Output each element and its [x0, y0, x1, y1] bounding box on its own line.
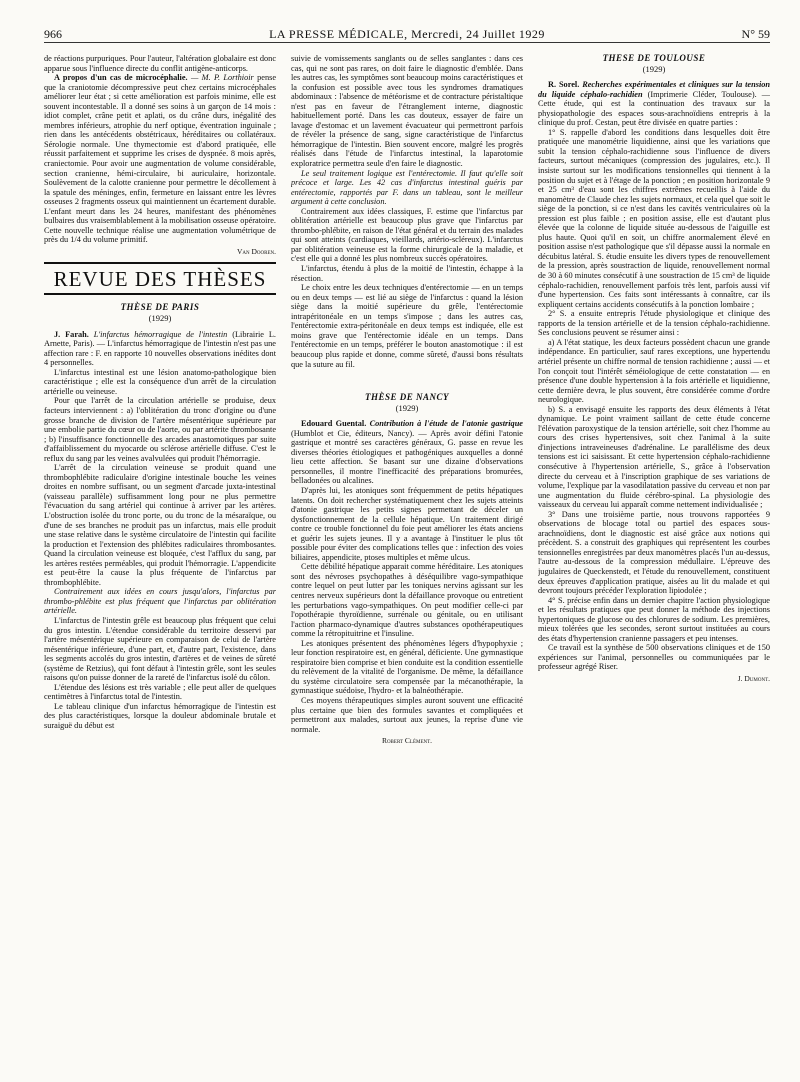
farah-publisher: (Librairie L. Arnette, Paris). — L'infarctus hémorragique de l'intestin n'est pas une affection rare : F. en rapporte 10 nouvelles observations inédites dont 4 personnelles. [44, 329, 276, 368]
farah-paragraph-2: L'infarctus intestinal est une lésion anatomo-pathologique bien caractéristique ; elle est la conséquence d'un arrêt de la circulation artérielle ou veineuse. [44, 367, 276, 396]
guental-paragraph-5: Ces moyens thérapeutiques simples auront souvent une efficacité plus certaine que bien des formules savantes et compliquées et permettront aux malades, surtout aux jeunes, la reprise d'une vie normale. [291, 696, 523, 734]
sorel-conclusion: Ce travail est la synthèse de 500 observations cliniques et de 150 expériences sur l'animal, personnelles ou communiquées par le professeur agrégé Riser. [538, 643, 770, 672]
column-2 [291, 54, 523, 1064]
microcephaly-body: pense que la craniotomie décompressive peut chez certains microcéphales améliorer leur état ; si cette amélioration est parfois minime, elle est souvent incontestable. Il a donné ses soins à un garçon de 14 mois : idiot complet, crâne petit et aplati, os du crâne durs, inégalité des membres inférieurs, atrophie du nerf optique, éventration inguinale ; rien dans les antécédents obstétricaux, héréditaires ou collatéraux. Sérologie normale. Une thymectomie est d'abord pratiquée, elle réussit parfaitement et supprime les crises de dyspnée. 8 mois après, craniectomie. Pour avoir une augmentation de volume considérable, section cranienne, hémi-circulaire, bi auriculaire, horizontale. Soulèvement de la calotte cranienne pour permettre le décollement à la spatule des méninges, enfin, fermeture en laissant entre les lèvres osseuses 2 fragments osseux qui maintiennent un écartement durable. L'enfant meurt dans les 24 heures, manifestant des phénomènes bulbaires dus vraisemblablement à la mobilisation osseuse opératoire. Cette nouvelle technique réalise une augmentation volumétrique de près du 1/4 du volume primitif. [44, 73, 276, 245]
sorel-publisher: (Imprimerie Cléder, Toulouse). — Cette étude, qui est la continuation des travaux sur la physiopathologie des espaces sous-arachnoïdiens entrepris à la clinique du prof. Cestan, peut être divisée en quatre parties : [538, 89, 770, 128]
farah-continued-5: Le choix entre les deux techniques d'entérectomie — en un temps ou en deux temps — est lié au siège de l'infarctus : quand la lésion siège dans la moitié supérieure du grêle, l'entérectomie intrapéritonéale en un temps s'impose ; dans les autres cas, l'entérectomie extra-péritonéale en deux temps est indiquée, elle est moins grave que l'entérectomie idéale en un temps. Dans l'entérectomie en un temps, préférer le bouton anastomotique : il est beaucoup plus rapide et donne, comme sûreté, d'aussi bons résultats que la suture au fil. [291, 283, 523, 369]
farah-paragraph-3: Pour que l'arrêt de la circulation artérielle se produise, deux facteurs interviennent : a) l'oblitération du tronc d'origine ou d'une grosse branche de division de l'artère mésentérique supérieure par une embolie partie du cœur ou de l'aorte, ou par artérite thrombosante ; b) l'insuffisance fonctionnelle des arcades anastomotiques par suite d'affaiblissement du myocarde ou sclérose artérielle diffuse. C'est le reflux du sang par les veines avalvulées qui produit l'hémorragie. [44, 396, 276, 463]
guental-abstract [291, 419, 523, 486]
guental-paragraph-4: Les atoniques présentent des phénomènes légers d'hypophyxie ; leur fonction respiratoire est, en général, déficiente. Une gymnastique respiratoire bien comprise et bien conduite est la condition essentielle du relèvement de la vitalité de l'organisme. De même, la défaillance du système circulatoire sera compensée par la mécanothérapie, la gymnastique suédoise, l'hydro- et la balnéothérapie. [291, 638, 523, 696]
nancy-thesis-title: THÈSE DE NANCY [364, 392, 449, 403]
guental-author: Edouard Guental. [301, 419, 367, 429]
nancy-thesis-year: (1929) [395, 402, 419, 413]
sorel-author: R. Sorel. [548, 80, 580, 90]
paris-thesis-title: THÈSE DE PARIS [120, 302, 200, 313]
toulouse-thesis-title: THÈSE DE TOULOUSE [602, 54, 706, 63]
farah-continued-4: L'infarctus, étendu à plus de la moitié de l'intestin, échappe à la résection. [291, 264, 523, 283]
sorel-signature: J. Dumont. [737, 674, 770, 683]
toulouse-thesis-year: (1929) [642, 63, 666, 74]
sorel-part-1: 1° S. rappelle d'abord les conditions dans lesquelles doit être pratiquée une manométrie liquidienne, ainsi que les variations que subit la tension céphalo-rachidienne sous l'influence de divers facteurs, surtout mécaniques (compression des jugulaires, etc.). Il insiste surtout sur les modifications tensionnelles qui tiennent à la position du sujet et à l'étage de la ponction ; en position horizontale 9 et 25 cm³ d'eau sont les chiffres extrêmes recueillis à l'aide du manomètre de Claude chez les sujets normaux, et cela quel que soit le siège de la ponction, si ce n'est dans les cavités ventriculaires où la pression est plus faible ; en position assise, elle est d'autant plus élevée que la colonne de liquide située au-dessous de l'aiguille est plus haute. Quoi qu'il en soit, un chiffre anormalement élevé en position assise n'est pathologique que s'il dépasse aussi la normale en décubitus latéral. S. étudie ensuite les divers types de renouvellement de la pression, après soustraction de liquide, renouvellement normal de 30 à 60 minutes consécutif à une soustraction de 15 cm³ de liquide céphalo-rachidien, renouvellement parfois très lent, parfois aussi vif d'une hypertension. Ces faits sont intéressants à connaître, car ils expliquent certains accidents consécutifs à la ponction lombaire ; [538, 127, 770, 309]
farah-title: L'infarctus hémorragique de l'intestin [93, 329, 228, 339]
farah-paragraph-6: L'infarctus de l'intestin grêle est beaucoup plus fréquent que celui du gros intestin. L'étendue considérable du territoire desservi par l'artère mésentérique supérieure en comparaison de celui de l'artère mésentérique inférieure, d'une part, et, d'autre part, l'existence, dans les segments accolés du gros intestin, d'artères et de veines de sûreté (système de Retzius), qui font défaut à l'intestin grêle, sont les seules raisons qu'on puisse donner de la rareté de l'infarctus isolé du côlon. [44, 615, 276, 683]
microcephaly-signature: Van Dooren. [236, 246, 276, 256]
guental-publisher: (Humblot et Cie, éditeurs, Nancy). — Après avoir défini l'atonie gastrique et montré ses caractères généraux, G. passe en revue les diverses théories étiologiques et pathogéniques auxquelles a donné lieu cette affection. Se basant sur une dizaine d'observations personnelles, il montre l'inefficacité des préparations bromurées, belladonées ou alcalines. [291, 428, 523, 486]
column-1 [44, 54, 276, 1064]
farah-continued-2: Le seul traitement logique est l'entérectomie. Il faut qu'elle soit précoce et large. Les 42 cas d'infarctus intestinal guéris par entérectomie, rapportés par F. dans un tableau, sont le meilleur argument à cette conclusion. [291, 168, 523, 207]
sorel-part-2: 2° S. a ensuite entrepris l'étude physiologique et clinique des rapports de la tension artérielle et de la tension céphalo-rachidienne. Ses conclusions peuvent se résumer ainsi : [538, 309, 770, 338]
microcephaly-heading: A propos d'un cas de microcéphalie. [54, 73, 188, 83]
spacer [291, 369, 523, 387]
page-number: 966 [44, 27, 62, 41]
section-banner: REVUE DES THÈSES [44, 262, 276, 295]
farah-author: J. Farah. [54, 329, 89, 339]
journal-title: LA PRESSE MÉDICALE, Mercredi, 24 Juillet 1929 [269, 27, 545, 41]
farah-continued-1: suivie de vomissements sanglants ou de selles sanglantes : dans ces cas, qui ne sont pas rares, on doit faire le diagnostic d'emblée. Dans les autres cas, les symptômes sont beaucoup moins caractéristiques et la confusion est possible avec tous les syndromes dramatiques abdominaux : l'absence de météorisme et de contracture péristaltique n'est pas en faveur de l'étranglement interne, diagnostic habituellement porté. Dans les cas douteux, essayer de faire un lavage d'estomac et un lavement évacuateur qui permettront parfois de révéler la présence de sang, signe caractéristique de l'infarctus hémorragique de l'intestin. Bien souvent encore, malgré les progrès réalisés dans l'étude de l'infarctus intestinal, la laparotomie exploratrice permettra seule d'en faire le diagnostic. [291, 54, 523, 169]
microcephaly-author: — M. P. Lorthioir [190, 73, 254, 83]
issue-number: N° 59 [741, 27, 770, 41]
sorel-title: Recherches expérimentales et cliniques sur la tension du liquide céphalo-rachidien [538, 80, 770, 99]
guental-paragraph-2: D'après lui, les atoniques sont fréquemment de petits hépatiques latents. On doit rechercher systématiquement chez les sujets atteints d'atonie gastrique les petits signes permettant de déceler un dysfonctionnement de la cellule hépatique. Un traitement dirigé contre ce trouble fonctionnel du foie peut améliorer les états anciens et guérir les sujets jeunes. Il y a avantage à l'instituer le plus tôt possible pour éviter des complications telles que : infection des voies biliaires, appendicite, ptoses multiples et même ulcus. [291, 485, 523, 562]
microcephaly-abstract [44, 73, 276, 245]
column-3 [538, 54, 770, 1064]
sorel-part-2b: b) S. a envisagé ensuite les rapports des deux éléments à l'état dynamique. Le point vraiment saillant de cette étude concerne l'élévation paroxystique de la tension artérielle, soit chez l'homme au cours des crises hypertensives, soit chez l'animal à la suite d'injections intraveineuses d'adrénaline. Le parallélisme des deux tensions est ici saisissant. Et cette hypertension céphalo-rachidienne consécutive à l'hypertension artérielle, S., grâce à l'observation directe du cerveau et à l'inscription graphique de ses variations de volume, l'explique par la vasodilatation passive du cerveau et non par une augmentation du fluide cérébro-spinal. La physiologie des vaisseaux du cerveau lui apparaît comme nettement individualisée ; [538, 404, 770, 510]
farah-paragraph-7: L'étendue des lésions est très variable ; elle peut aller de quelques centimètres à l'infarctus total de l'intestin. [44, 682, 276, 702]
sorel-abstract [538, 80, 770, 128]
paris-thesis-year: (1929) [148, 313, 172, 324]
farah-paragraph-4: L'arrêt de la circulation veineuse se produit quand une thrombophlébite radiculaire d'origine intestinale bouche les veines droites en nombre suffisant, ou un segment d'arcade juxta-intestinal (vaisseau parallèle) suffisamment long pour ne plus permettre l'évacuation du sang artériel qui continue à arriver par les artères. L'obstruction isolée du tronc porte, ou du tronc de la mésaraïque, ou d'une de ses branches ne produit pas un infarctus, mais elle produit une stase relative dans le système circulatoire de l'intestin qui facilite la production et l'extension des phlébites radiculaires thrombosantes. Quand la circulation veineuse est bloquée, c'est l'afflux du sang, par les artères restées perméables, qui produit l'hémorragie. L'appendicite est peut-être la cause la plus fréquente de l'infarctus par thrombophlébite. [44, 463, 276, 587]
farah-continued-3: Contrairement aux idées classiques, F. estime que l'infarctus par oblitération artérielle est beaucoup plus grave que l'infarctus par thrombo-phlébite, en raison de l'état général et du terrain des malades qui sont atteints (cardiaques, vieillards, artério-scléreux). L'infarctus par oblitération veineuse est la forme chirurgicale de la maladie, et c'est elle qui a donné les plus nombreux succès opératoires. [291, 206, 523, 264]
farah-paragraph-8: Le tableau clinique d'un infarctus hémorragique de l'intestin est des plus caractéristiques, lorsque la douleur abdominale brutale et suraiguë du début est [44, 701, 276, 730]
guental-signature: Robert Clément. [381, 736, 433, 746]
farah-abstract [44, 330, 276, 368]
page-header [44, 26, 770, 43]
sorel-part-4: 4° S. précise enfin dans un dernier chapitre l'action physiologique et les résultats pratiques que peut donner la méthode des injections hypertoniques de glucose ou des chlorures de sodium. Les premières, mieux tolérées que les secondes, seront surtout instituées au cours des états d'hypertension cranienne passagers et peu intenses. [538, 595, 770, 643]
farah-paragraph-5: Contrairement aux idées en cours jusqu'alors, l'infarctus par thrombo-phlébite est plus fréquent que l'infarctus par oblitération artérielle. [44, 587, 276, 616]
sorel-part-2a: a) A l'état statique, les deux facteurs possèdent chacun une grande indépendance. En particulier, sauf rares exceptions, une hypertendu artériel présente un chiffre normal de tension rachidienne ; aussi — et l'on conçoit tout l'intérêt séméiologique de cette constatation — en présence d'une double hypertension à la fois artérielle et liquidienne, cette dernière devra, le plus souvent, être considérée comme d'ordre neurologique. [538, 337, 770, 405]
guental-title: Contribution à l'étude de l'atonie gastrique [369, 419, 523, 429]
guental-paragraph-3: Cette débilité hépatique apparait comme héréditaire. Les atoniques sont des névroses psychopathes à déséquilibre vago-sympathique contre lequel on peut lutter par les toniques nervins agissant sur les centres nerveux supérieurs dont la défaillance provoque ou entretient les perturbations vago-sympathiques. On peut modifier celle-ci par l'opothérapie thyroïdienne, surrénale ou génitale, ou en utilisant l'action pharmaco-dynamique d'autres substances opothérapeutiques comme la rétropituitrine et l'insuline. [291, 562, 523, 639]
sorel-part-3: 3° Dans une troisième partie, nous trouvons rapportées 9 observations de blocage total ou partiel des espaces sous-arachnoïdiens, dont le diagnostic est aisé grâce aux notions qui précèdent. S. a construit des graphiques qui représentent les courbes tensionnelles enregistrées par deux manomètres placés l'un au-dessus, l'autre au-dessous de la compression médullaire. L'épreuve des jugulaires de Queckenstedt, et l'étude du renouvellement, constituent deux épreuves d'application pratique, aisées au lit du malade et qui devront toujours précéder l'exploration lipiodolée ; [538, 509, 770, 596]
intro-paragraph: de réactions purpuriques. Pour l'auteur, l'altération globalaire est donc apparue sous l'influence directe du conflit antigène-anticorps. [44, 54, 276, 73]
